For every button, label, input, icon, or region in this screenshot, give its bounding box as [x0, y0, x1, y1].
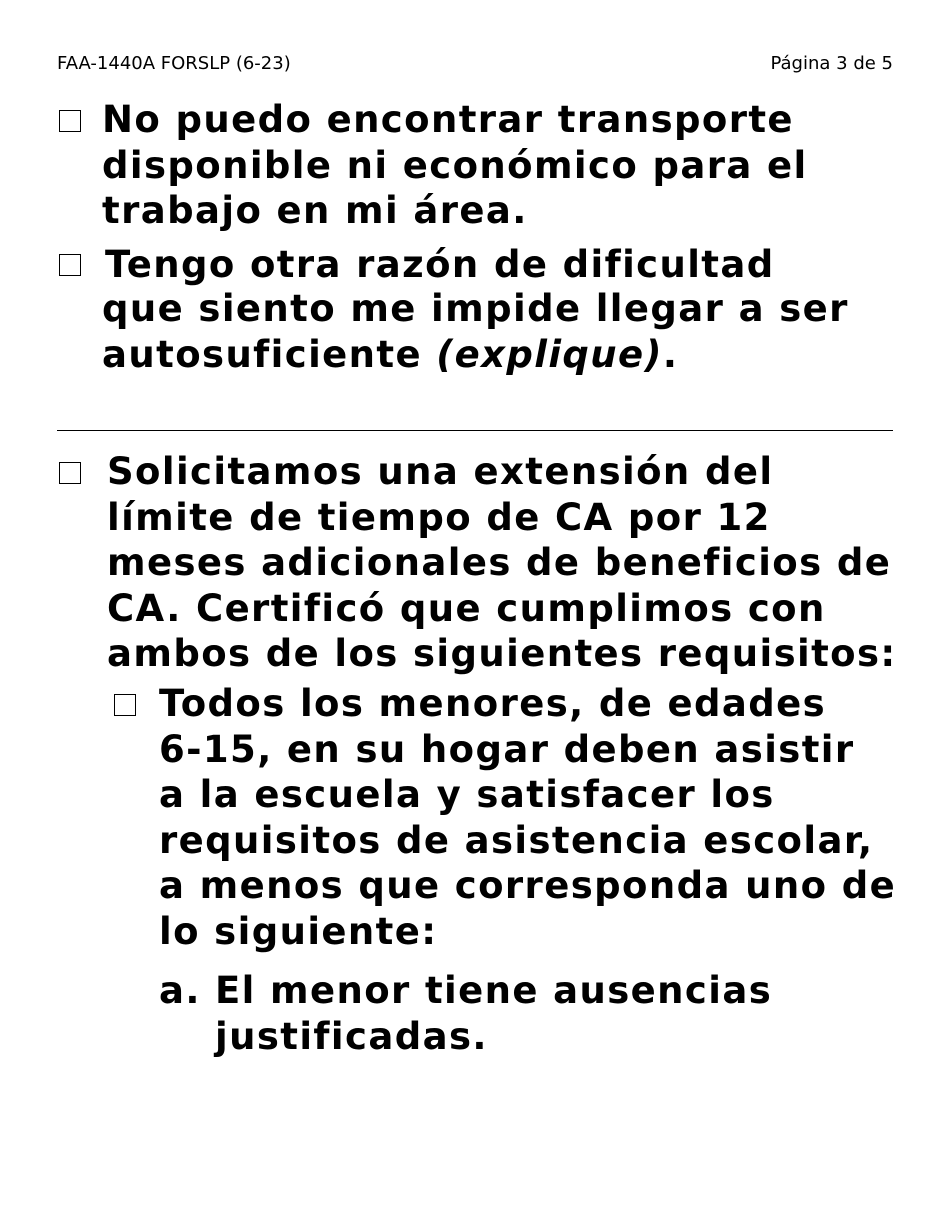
other-hardship-rest	[102, 286, 849, 377]
extension-request-text	[107, 449, 897, 677]
transport-line-1: No puedo encontrar transporte	[102, 98, 794, 141]
transport-checkbox[interactable]	[59, 110, 81, 132]
extension-request-checkbox[interactable]	[59, 462, 81, 484]
transport-line-3: trabajo en mi área.	[102, 189, 528, 232]
sub-item-a-line-1: El menor tiene ausencias	[215, 969, 773, 1012]
school-line-1: Todos los menores, de edades	[159, 682, 827, 725]
extension-line-2: límite de tiempo de CA por 12	[107, 495, 771, 539]
transport-line-2: disponible ni económico para el	[102, 143, 808, 187]
extension-line-5: ambos de los siguientes requisitos:	[107, 632, 897, 675]
explain-label: (explique)	[436, 332, 663, 376]
school-attendance-checkbox[interactable]	[114, 694, 136, 716]
other-hardship-line-3	[102, 332, 849, 378]
school-line-4: requisitos de asistencia escolar,	[159, 818, 874, 862]
sub-item-a-text	[215, 968, 772, 1059]
other-hardship-checkbox[interactable]	[59, 254, 81, 276]
other-hardship-prefix: autosuficiente	[102, 332, 437, 376]
extension-line-1: Solicitamos una extensión del	[107, 450, 774, 493]
sub-item-a-line-2: justificadas.	[215, 1014, 488, 1058]
extension-line-4: CA. Certificó que cumplimos con	[107, 586, 826, 630]
school-line-5: a menos que corresponda uno de	[159, 864, 897, 907]
section-divider	[57, 430, 893, 431]
other-hardship-suffix: .	[662, 332, 679, 376]
sub-item-a-marker: a.	[159, 969, 201, 1012]
school-line-2: 6-15, en su hogar deben asistir	[159, 727, 855, 771]
extension-line-3: meses adicionales de beneficios de	[107, 541, 892, 584]
transport-option-text	[102, 97, 808, 234]
school-attendance-text	[159, 681, 896, 954]
other-hardship-line-1: Tengo otra razón de dificultad	[105, 243, 775, 286]
form-id: FAA-1440A FORSLP (6-23)	[57, 53, 291, 74]
page-number: Página 3 de 5	[770, 53, 893, 74]
other-hardship-line-2: que siento me impide llegar a ser	[102, 287, 849, 330]
school-line-3: a la escuela y satisfacer los	[159, 773, 775, 816]
school-line-6: lo siguiente:	[159, 909, 438, 953]
